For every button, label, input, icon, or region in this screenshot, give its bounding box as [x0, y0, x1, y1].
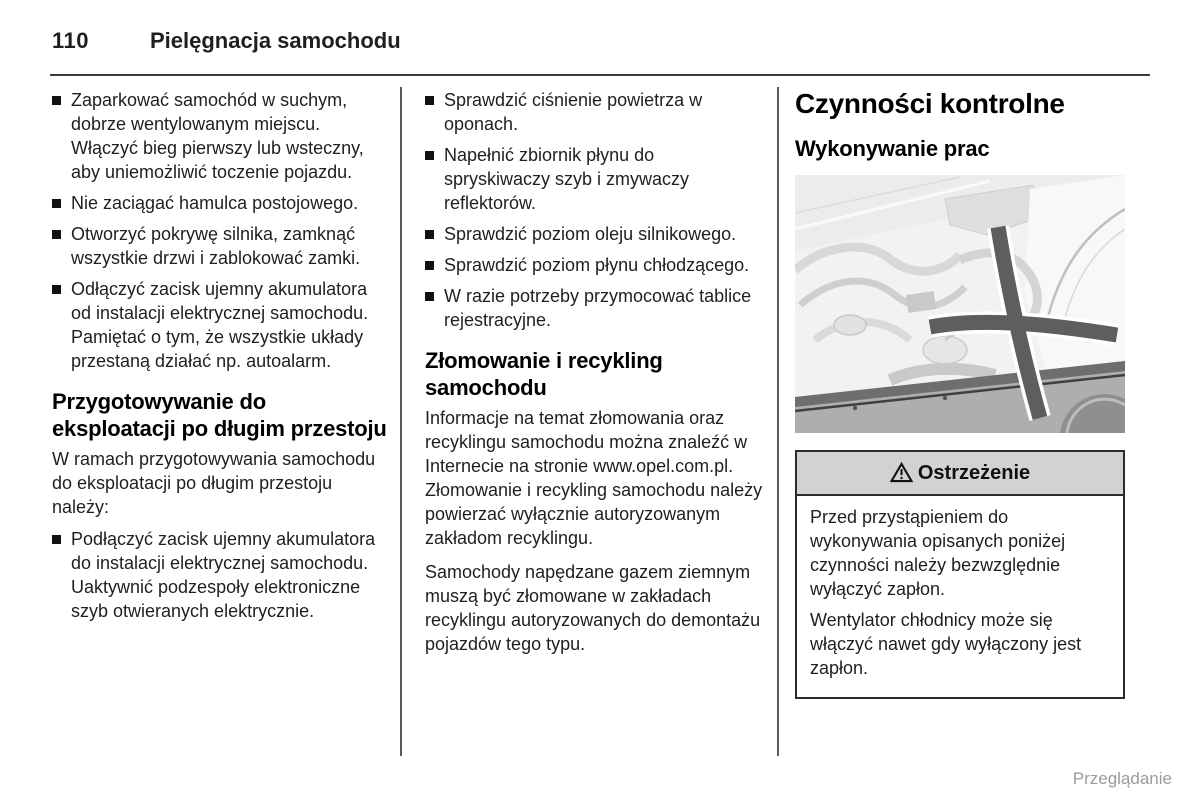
list-item-text: Sprawdzić poziom płynu chłodzącego. [444, 255, 750, 275]
paragraph: Samochody napędzane gazem ziemnym muszą być złomowane w zakładach recyklingu autoryzowanych do demontażu pojazdów tego typu. [425, 562, 761, 654]
warning-header [797, 452, 1123, 496]
bullet-square-icon [52, 96, 61, 105]
warning-box [795, 450, 1125, 699]
column-divider-2 [777, 87, 779, 756]
bullet-square-icon [425, 96, 434, 105]
list-item [52, 277, 387, 373]
warning-body [797, 496, 1123, 697]
column-divider-1 [400, 87, 402, 756]
list-item-text: Podłączyć zacisk ujemny akumulatora do instalacji elektrycznej samochodu. Uaktywnić podzespoły elektroniczne szyb otwieranych elektrycznie. [71, 529, 376, 621]
recommissioning-checklist [52, 527, 387, 623]
list-item [52, 222, 387, 270]
recycling-text [425, 406, 765, 656]
page-number: 110 [52, 28, 89, 53]
bullet-square-icon [425, 261, 434, 270]
warning-paragraph: Przed przystąpieniem do wykonywania opisanych poniżej czynności należy bezwzględnie wyłączyć zapłon. [810, 507, 1066, 599]
chapter-title: Pielęgnacja samochodu [150, 28, 401, 53]
list-item-text: Nie zaciągać hamulca postojowego. [71, 193, 359, 213]
list-item [52, 88, 387, 184]
recommissioning-checklist-continued [425, 88, 765, 332]
bullet-square-icon [52, 535, 61, 544]
list-item-text: Napełnić zbiornik płynu do spryskiwaczy szyb i zmywaczy reflektorów. [444, 145, 690, 213]
list-item [425, 143, 765, 215]
warning-title: Ostrzeżenie [917, 461, 1031, 484]
bullet-square-icon [52, 199, 61, 208]
bullet-square-icon [52, 230, 61, 239]
list-item-text: W razie potrzeby przymocować tablice rejestracyjne. [444, 286, 752, 330]
section-heading-recommissioning: Przygotowywanie do eksploatacji po długim przestoju [52, 389, 387, 441]
storage-checklist [52, 88, 387, 373]
footer-section-label: Przeglądanie [1072, 769, 1172, 788]
list-item [425, 253, 765, 277]
list-item [425, 222, 765, 246]
engine-bay-photo [795, 175, 1125, 433]
list-item-text: Otworzyć pokrywę silnika, zamknąć wszystkie drzwi i zablokować zamki. [71, 224, 361, 268]
list-item-text: Zaparkować samochód w suchym, dobrze wentylowanym miejscu. Włączyć bieg pierwszy lub wsteczny, aby uniemożliwić toczenie pojazdu. [71, 90, 364, 182]
header-rule [50, 74, 1150, 76]
list-item-text: Odłączyć zacisk ujemny akumulatora od instalacji elektrycznej samochodu. Pamiętać o tym, że wszystkie układy przestaną działać np. autoalarm. [71, 279, 369, 371]
list-item [425, 284, 765, 332]
bullet-square-icon [425, 230, 434, 239]
page-header [52, 28, 1150, 54]
recommissioning-intro: W ramach przygotowywania samochodu do eksploatacji po długim przestoju należy: [52, 449, 376, 517]
bullet-square-icon [425, 151, 434, 160]
warning-paragraph: Wentylator chłodnicy może się włączyć nawet gdy wyłączony jest zapłon. [810, 610, 1082, 678]
list-item [425, 88, 765, 136]
list-item-text: Sprawdzić ciśnienie powietrza w oponach. [444, 90, 703, 134]
list-item [52, 527, 387, 623]
chapter-section-heading: Czynności kontrolne [795, 88, 1065, 119]
section-heading-recycling: Złomowanie i recykling samochodu [425, 348, 663, 400]
warning-triangle-icon [890, 462, 913, 483]
bullet-square-icon [52, 285, 61, 294]
bullet-square-icon [425, 292, 434, 301]
column-1 [52, 88, 387, 630]
list-item [52, 191, 387, 215]
subsection-heading: Wykonywanie prac [795, 136, 990, 161]
list-item-text: Sprawdzić poziom oleju silnikowego. [444, 224, 737, 244]
column-3 [795, 88, 1151, 699]
column-2 [425, 88, 765, 666]
paragraph: Informacje na temat złomowania oraz recyklingu samochodu można znaleźć w Internecie na stronie www.opel.com.pl. Złomowanie i recykling samochodu należy powierzać wyłącznie autoryzowanym zakładom recyklingu. [425, 408, 763, 548]
